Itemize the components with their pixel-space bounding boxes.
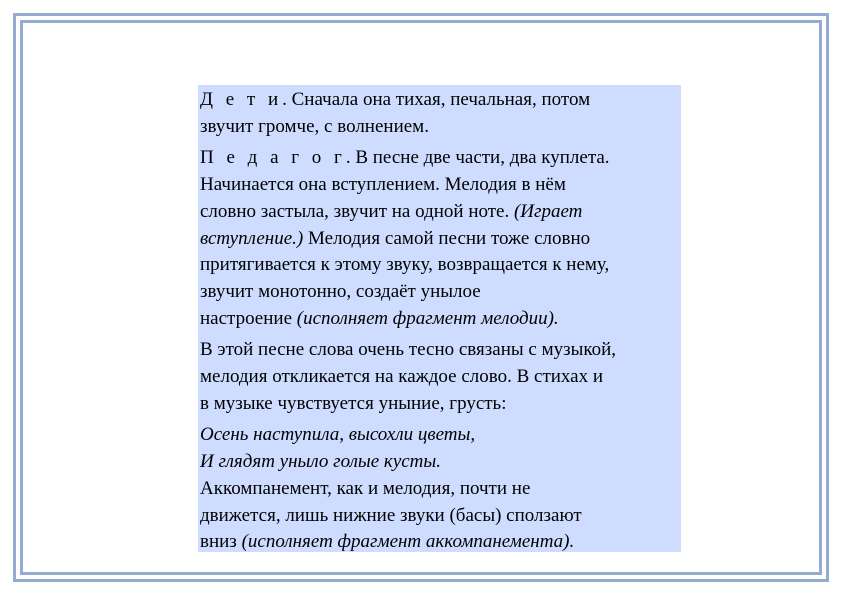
text-line: Начинается она вступлением. Мелодия в нём bbox=[200, 174, 566, 196]
paragraph-words-and-music bbox=[200, 337, 681, 417]
text-line bbox=[200, 529, 681, 556]
poem-line: Осень наступила, высохли цветы, bbox=[200, 424, 476, 446]
text-line: звучит громче, с волнением. bbox=[200, 115, 429, 137]
speaker-label: П е д а г о г bbox=[200, 147, 346, 169]
slide-text-block bbox=[198, 85, 681, 552]
line-text: настроение bbox=[200, 307, 297, 329]
text-line: притягивается к этому звуку, возвращается к нему, bbox=[200, 254, 610, 276]
line-text: . В песне две части, два куплета. bbox=[345, 147, 610, 169]
line-text: . Сначала она тихая, печальная, потом bbox=[282, 89, 591, 110]
line-text: Мелодия самой песни тоже словно bbox=[303, 227, 591, 249]
line-text: вниз bbox=[200, 531, 242, 553]
stage-direction: (исполняет фрагмент мелодии). bbox=[296, 307, 559, 329]
text-line: движется, лишь нижние звуки (басы) сползают bbox=[200, 504, 582, 526]
paragraph-teacher-explanation bbox=[200, 145, 681, 332]
text-line bbox=[200, 87, 681, 114]
text-line: звучит монотонно, создаёт унылое bbox=[200, 280, 481, 302]
text-line bbox=[200, 226, 681, 253]
paragraph-children-reply bbox=[200, 87, 681, 140]
speaker-label: Д е т и bbox=[200, 89, 283, 110]
line-text: словно застыла, звучит на одной ноте. bbox=[200, 200, 514, 222]
poem-line: И глядят уныло голые кусты. bbox=[200, 451, 442, 473]
text-line: Аккомпанемент, как и мелодия, почти не bbox=[200, 477, 531, 499]
stage-direction: вступление.) bbox=[200, 227, 304, 249]
text-line bbox=[200, 306, 681, 333]
text-line bbox=[200, 145, 681, 172]
paragraph-poem-and-accompaniment bbox=[200, 422, 681, 556]
text-line: в музыке чувствуется уныние, грусть: bbox=[200, 392, 507, 414]
text-line: мелодия откликается на каждое слово. В стихах и bbox=[200, 366, 604, 388]
stage-direction: (Играет bbox=[513, 200, 583, 222]
text-line bbox=[200, 199, 681, 226]
stage-direction: (исполняет фрагмент аккомпанемента). bbox=[241, 531, 575, 553]
text-line: В этой песне слова очень тесно связаны с музыкой, bbox=[200, 339, 617, 361]
